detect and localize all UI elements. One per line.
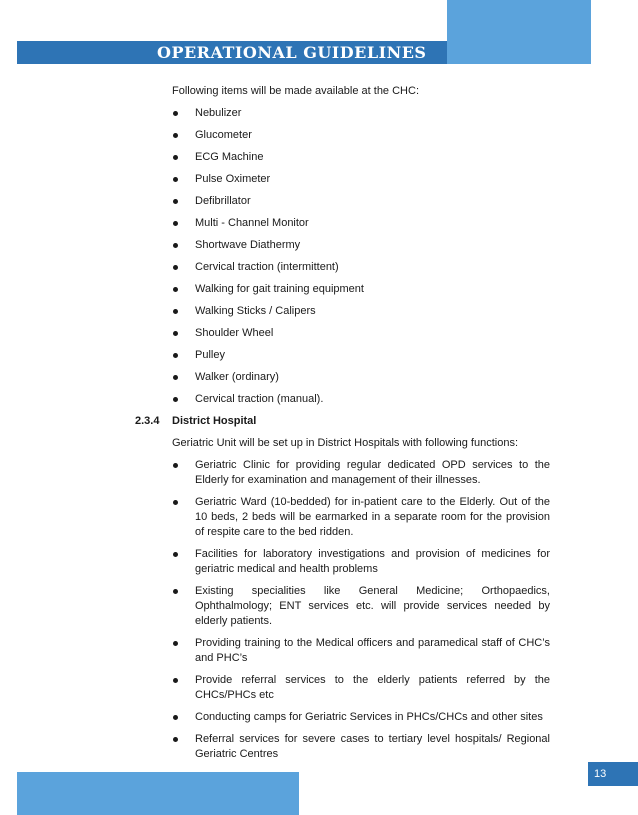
list-item: Existing specialities like General Medicine; Orthopaedics, Ophthalmology; ENT services etc. will provide services needed by elderly patients.: [172, 584, 550, 629]
bullet-icon: [173, 589, 178, 594]
list-item: Geriatric Ward (10-bedded) for in-patient care to the Elderly. Out of the 10 beds, 2 beds will be earmarked in a separate room for the provision of respite care to the bed ridden.: [172, 495, 550, 540]
list-item: Conducting camps for Geriatric Services in PHCs/CHCs and other sites: [172, 710, 550, 725]
list-item: Facilities for laboratory investigations and provision of medicines for geriatric medical and health problems: [172, 547, 550, 577]
section-intro-text: Geriatric Unit will be set up in District Hospitals with following functions:: [172, 437, 519, 449]
list-item: Shoulder Wheel: [172, 326, 550, 341]
bullet-icon: [173, 552, 178, 557]
district-hospital-functions-list: [172, 458, 550, 769]
list-item: Providing training to the Medical officers and paramedical staff of CHC’s and PHC’s: [172, 636, 550, 666]
list-item: Shortwave Diathermy: [172, 238, 550, 253]
list-item: Multi - Channel Monitor: [172, 216, 550, 231]
header-accent-block: [447, 0, 591, 64]
list-item: Defibrillator: [172, 194, 550, 209]
list-item: Geriatric Clinic for providing regular dedicated OPD services to the Elderly for examination and management of their illnesses.: [172, 458, 550, 488]
list-item: Nebulizer: [172, 106, 550, 121]
bullet-icon: [173, 133, 178, 138]
bullet-icon: [173, 177, 178, 182]
list-item: Provide referral services to the elderly patients referred by the CHCs/PHCs etc: [172, 673, 550, 703]
section-title: District Hospital: [172, 415, 257, 427]
page-title: OPERATIONAL GUIDELINES: [157, 43, 427, 62]
list-item: Walker (ordinary): [172, 370, 550, 385]
bullet-icon: [173, 397, 178, 402]
chc-items-list: [172, 106, 550, 414]
bullet-icon: [173, 678, 178, 683]
bullet-icon: [173, 265, 178, 270]
bullet-icon: [173, 221, 178, 226]
list-item: Cervical traction (manual).: [172, 392, 550, 407]
list-item: Walking for gait training equipment: [172, 282, 550, 297]
bullet-icon: [173, 199, 178, 204]
bullet-icon: [173, 111, 178, 116]
bullet-icon: [173, 737, 178, 742]
list-item: Referral services for severe cases to tertiary level hospitals/ Regional Geriatric Centres: [172, 732, 550, 762]
bullet-icon: [173, 155, 178, 160]
list-item: Glucometer: [172, 128, 550, 143]
section-number: 2.3.4: [135, 415, 160, 427]
list-item: ECG Machine: [172, 150, 550, 165]
list-item: Walking Sticks / Calipers: [172, 304, 550, 319]
footer-accent-block: [17, 772, 299, 815]
page-number: 13: [588, 762, 638, 786]
bullet-icon: [173, 243, 178, 248]
bullet-icon: [173, 463, 178, 468]
list-item: Pulse Oximeter: [172, 172, 550, 187]
bullet-icon: [173, 353, 178, 358]
bullet-icon: [173, 715, 178, 720]
bullet-icon: [173, 331, 178, 336]
bullet-icon: [173, 309, 178, 314]
chc-intro-text: Following items will be made available at the CHC:: [172, 85, 419, 97]
bullet-icon: [173, 641, 178, 646]
list-item: Pulley: [172, 348, 550, 363]
bullet-icon: [173, 375, 178, 380]
bullet-icon: [173, 287, 178, 292]
list-item: Cervical traction (intermittent): [172, 260, 550, 275]
bullet-icon: [173, 500, 178, 505]
